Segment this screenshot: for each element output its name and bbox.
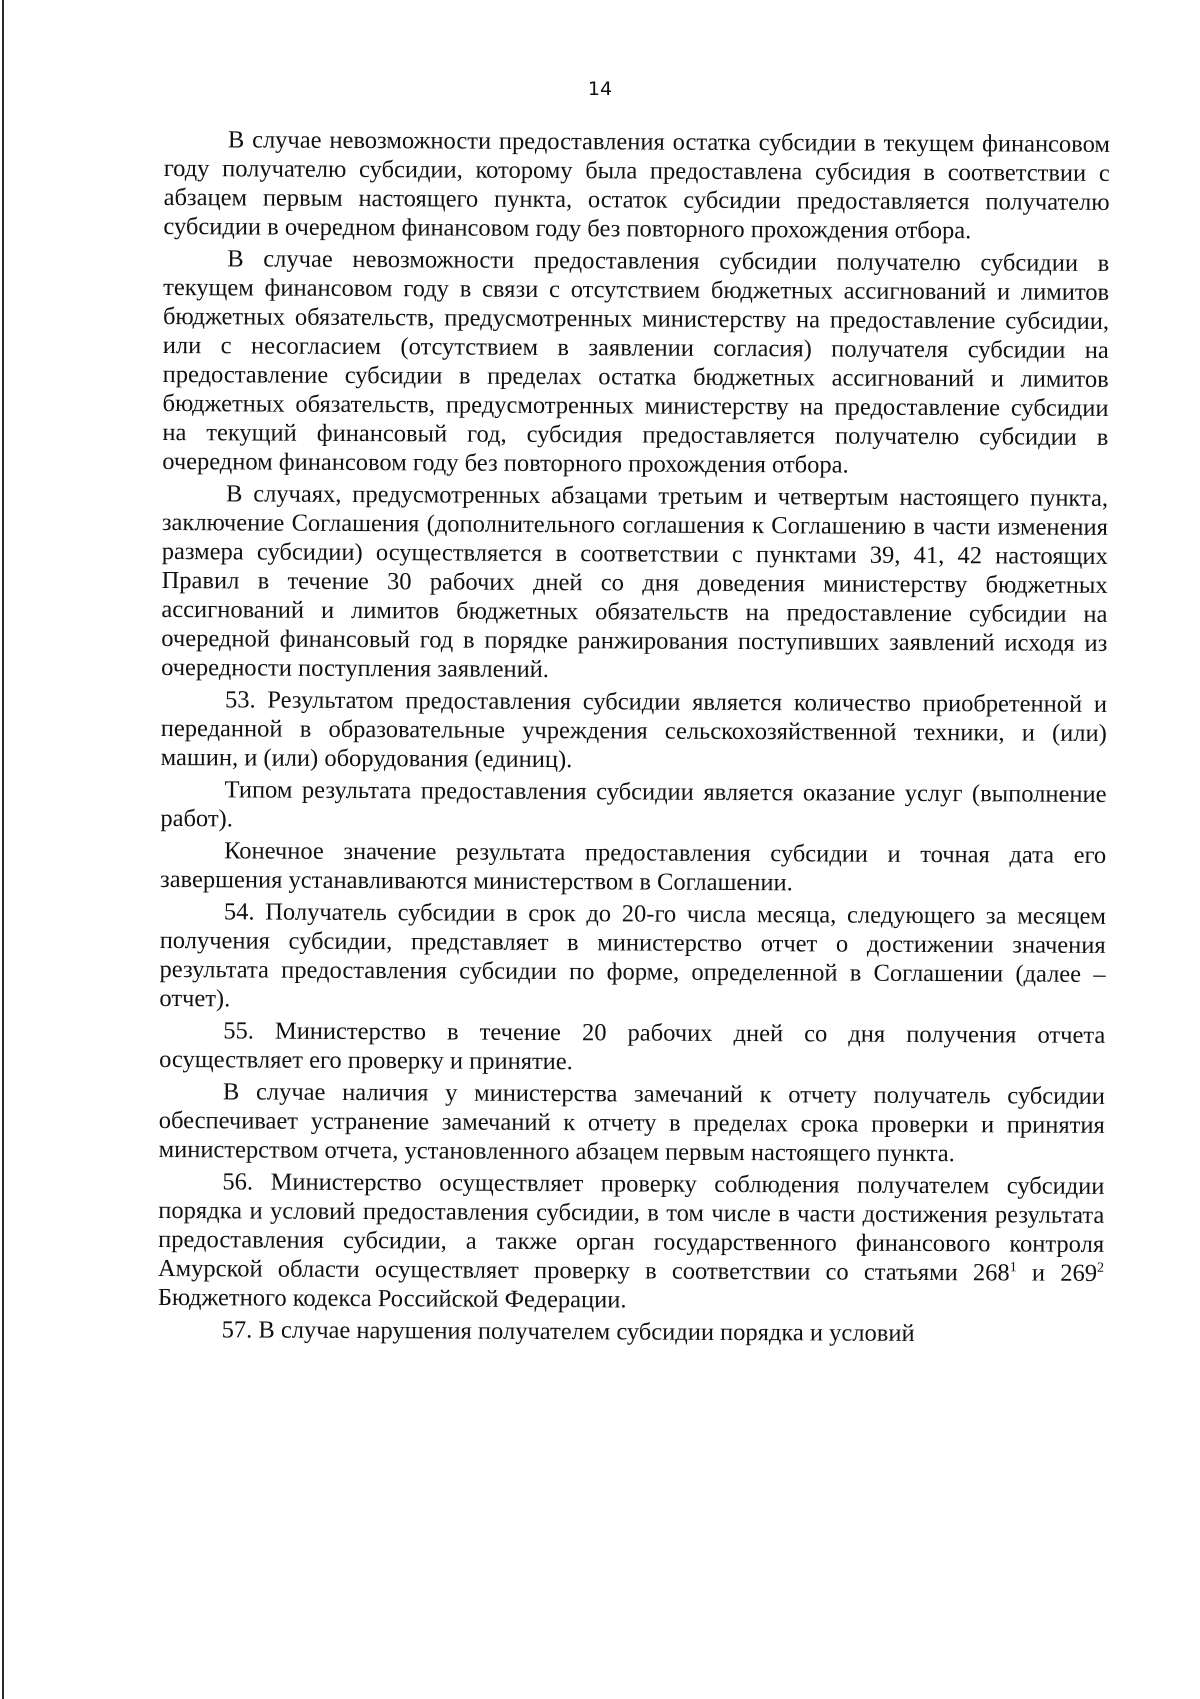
paragraph-54-report: 54. Получатель субсидии в срок до 20-го числа месяца, следующего за месяцем получения субсидии, представляет в министерство отчет о достижении значения результата предоставления субсидии по форме, определенной в Соглашении (далее – отчет). bbox=[159, 898, 1106, 1013]
paragraph-no-budget-allocations: В случае невозможности предоставления субсидии получателю субсидии в текущем финансовом году в связи с отсутствием бюджетных ассигнований и лимитов бюджетных обязательств, предусмотренных министерству на предоставление субсидии, или с несогласием (отсутствием в заявлении согласия) получателя субсидии на предоставление субсидии в пределах остатка бюджетных ассигнований и лимитов бюджетных обязательств, предусмотренных министерству на предоставление субсидии на текущий финансовый год, субсидия предоставляется получателю субсидии в очередном финансовом году без повторного прохождения отбора. bbox=[162, 245, 1110, 479]
paragraph-final-value: Конечное значение результата предоставления субсидии и точная дата его завершения устанавливаются министерством в Соглашении. bbox=[159, 837, 1107, 897]
paragraph-56-text-end: Бюджетного кодекса Российской Федерации. bbox=[157, 1283, 627, 1314]
paragraph-56-text-start: 56. Министерство осуществляет проверку соблюдения получателем субсидии порядка и условий предоставления субсидии, в том числе в части достижения результата предоставления субсидии, а также орган государственного финансового контроля Амурской области осуществляет проверку в соответствии со статьями 268 bbox=[157, 1168, 1105, 1287]
superscript-1: 1 bbox=[1009, 1260, 1017, 1276]
paragraph-56-text-middle: и 269 bbox=[1016, 1259, 1098, 1287]
paragraph-remarks: В случае наличия у министерства замечаний к отчету получатель субсидии обеспечивает устранение замечаний к отчету в пределах срока проверки и принятия министерством отчета, установленного абзацем первым настоящего пункта. bbox=[158, 1078, 1105, 1168]
paragraph-53-result: 53. Результатом предоставления субсидии является количество приобретенной и переданной в образовательные учреждения сельскохозяйственной техники, и (или) машин, и (или) оборудования (единиц). bbox=[160, 686, 1108, 774]
paragraph-result-type: Типом результата предоставления субсидии является оказание услуг (выполнение работ). bbox=[160, 776, 1107, 833]
document-body bbox=[158, 125, 1110, 1352]
scan-edge bbox=[2, 0, 4, 1699]
paragraph-55-verification: 55. Министерство в течение 20 рабочих дней со дня получения отчета осуществляет его проверку и принятие. bbox=[159, 1017, 1106, 1076]
paragraph-56-control bbox=[158, 1167, 1105, 1317]
superscript-2: 2 bbox=[1096, 1260, 1105, 1276]
paragraph-agreement-conclusion: В случаях, предусмотренных абзацами третьим и четвертым настоящего пункта, заключение Соглашения (дополнительного соглашения к Соглашению в части изменения размера субсидии) осуществляется в соответствии с пунктами 39, 41, 42 настоящих Правил в течение 30 рабочих дней со дня доведения министерству бюджетных ассигнований и лимитов бюджетных обязательств на предоставление субсидии на очередной финансовый год в порядке ранжирования поступивших заявлений исходя из очередности поступления заявлений. bbox=[161, 480, 1109, 684]
paragraph-remainder-subsidy: В случае невозможности предоставления остатка субсидии в текущем финансовом году получателю субсидии, которому была предоставлена субсидия в соответствии с абзацем первым настоящего пункта, остаток субсидии предоставляется получателю субсидии в очередном финансовом году без повторного прохождения отбора. bbox=[163, 126, 1110, 245]
page-number: 14 bbox=[587, 78, 613, 100]
paragraph-57-violation: 57. В случае нарушения получателем субсидии порядка и условий bbox=[221, 1316, 915, 1347]
